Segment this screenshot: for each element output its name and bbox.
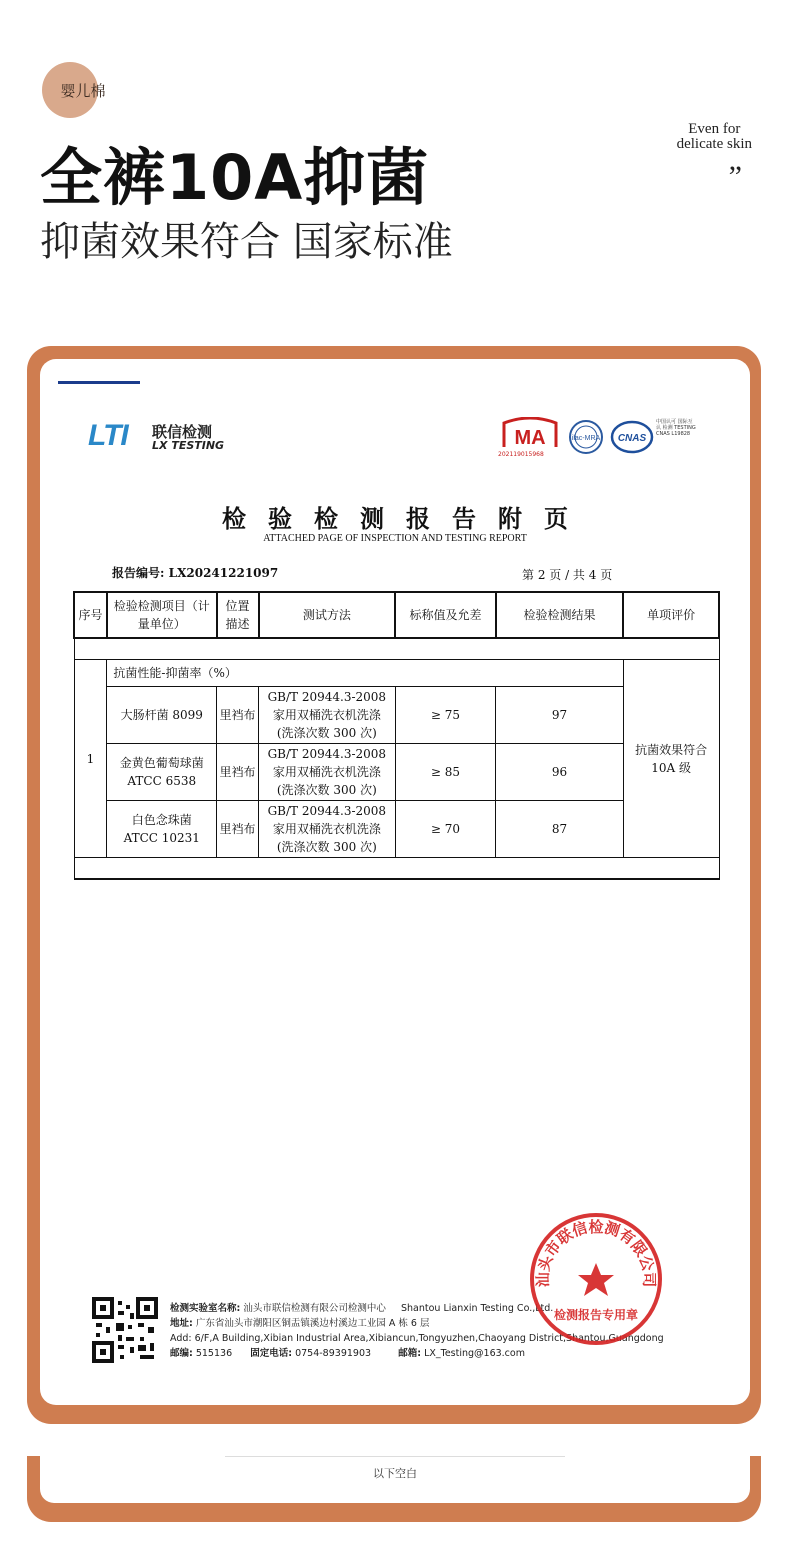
tail-divider: [225, 1456, 565, 1457]
red-seal-icon: [528, 1211, 664, 1347]
footer-text: 以下空白: [373, 1467, 417, 1480]
col-header-spec: 标称值及允差: [395, 592, 496, 638]
lab-contact-line: [170, 1346, 664, 1361]
lab-addr-en-label: Add:: [170, 1333, 192, 1344]
col-header-result: 检验检测结果: [496, 592, 624, 638]
cnas-label: CNAS: [617, 433, 647, 444]
col-header-method: 测试方法: [259, 592, 396, 638]
report-title: 检验检测报告附页: [222, 504, 590, 533]
report-paper: [40, 359, 750, 1405]
method-line-3: (洗涤次数 300 次): [276, 726, 377, 740]
report-number-label: 报告编号:: [112, 566, 165, 580]
col-header-position: 位置描述: [217, 592, 259, 638]
category-row: [74, 660, 719, 687]
item-line-1: 大肠杆菌 8099: [120, 708, 203, 722]
row-seq: 1: [74, 660, 107, 858]
page-title: 全裤10A抑菌: [40, 141, 430, 214]
quote-mark: ”: [728, 160, 742, 193]
lab-zip-label: 邮编:: [170, 1348, 193, 1359]
lab-logo-name-cn: 联信检测: [152, 423, 213, 441]
page-info: 第 2 页 / 共 4 页: [522, 568, 613, 582]
table-header-row: [74, 592, 719, 638]
ma-number: 202119015968: [498, 451, 544, 458]
col-header-item: 检验检测项目（计量单位）: [107, 592, 217, 638]
ma-cert-icon: [500, 417, 560, 451]
method-cell: [259, 801, 396, 858]
lab-addr-en-value: 6/F,A Building,Xibian Industrial Area,Xibiancun,Tongyuzhen,Chaoyang District,Shantou,Guangdong: [194, 1333, 664, 1344]
col-header-seq: 序号: [74, 592, 107, 638]
spec-cell: ≥ 85: [395, 744, 496, 801]
report-number: [112, 564, 278, 581]
report-number-value: LX20241221097: [168, 566, 279, 580]
method-line-1: GB/T 20944.3-2008: [267, 804, 387, 818]
qr-code-icon: [92, 1297, 158, 1363]
item-cell: [107, 744, 217, 801]
lab-room-label: 检测实验室名称:: [170, 1303, 241, 1314]
method-cell: [259, 687, 396, 744]
cnas-cert-icon: [610, 419, 654, 455]
spec-cell: ≥ 75: [395, 687, 496, 744]
col-header-evaluation: 单项评价: [623, 592, 719, 638]
lab-email-value: LX_Testing@163.com: [424, 1348, 525, 1359]
ma-label: MA: [514, 427, 546, 449]
tagline-line-2: delicate skin: [676, 136, 752, 152]
method-cell: [259, 744, 396, 801]
brand-logo: [42, 62, 106, 118]
ilac-label: ilac-MRA: [571, 435, 601, 442]
position-cell: 里裆布: [217, 801, 259, 858]
ilac-cert-icon: [568, 419, 604, 455]
item-line-2: ATCC 6538: [127, 774, 197, 788]
position-cell: 里裆布: [217, 687, 259, 744]
method-line-3: (洗涤次数 300 次): [276, 840, 377, 854]
table-row: [74, 744, 719, 801]
lab-phone-value: 0754-89391903: [295, 1348, 372, 1359]
lab-room-en: Shantou Lianxin Testing Co.,Ltd.: [400, 1303, 554, 1314]
seal-text: 汕头市联信检测有限公司: [533, 1217, 659, 1288]
item-cell: [107, 801, 217, 858]
category-label: 抗菌性能-抑菌率（%）: [107, 660, 623, 687]
cnas-text: 中国认可 国际互认 检测 TESTING CNAS L19828: [656, 419, 696, 437]
item-line-2: ATCC 10231: [123, 831, 200, 845]
lab-zip-value: 515136: [195, 1348, 233, 1359]
method-line-1: GB/T 20944.3-2008: [267, 747, 387, 761]
lab-room-value: 汕头市联信检测有限公司检测中心: [243, 1303, 386, 1314]
spec-cell: ≥ 70: [395, 801, 496, 858]
seal-bottom-text: 检测报告专用章: [553, 1308, 639, 1322]
item-line-1: 白色念珠菌: [131, 813, 192, 827]
method-line-2: 家用双桶洗衣机洗涤: [272, 822, 381, 836]
result-cell: 96: [496, 744, 624, 801]
evaluation-cell: 抗菌效果符合10A 级: [623, 660, 719, 858]
method-line-2: 家用双桶洗衣机洗涤: [272, 765, 381, 779]
lab-logo-mark: LTI: [88, 419, 128, 452]
item-line-1: 金黄色葡萄球菌: [119, 756, 204, 770]
lab-phone-label: 固定电话:: [250, 1348, 293, 1359]
method-line-2: 家用双桶洗衣机洗涤: [272, 708, 381, 722]
page-subtitle: 抑菌效果符合 国家标准: [40, 219, 453, 265]
tagline-line-1: Even for: [688, 121, 741, 137]
table-row: [74, 687, 719, 744]
item-cell: [107, 687, 217, 744]
brand-logo-text: 婴儿棉: [60, 81, 106, 100]
result-cell: 87: [496, 801, 624, 858]
tagline: [677, 122, 752, 152]
report-table: [73, 591, 720, 880]
spacer-row: [74, 858, 719, 880]
lab-logo-name-en: LX TESTING: [152, 439, 225, 452]
position-cell: 里裆布: [217, 744, 259, 801]
table-row: [74, 801, 719, 858]
lab-email-label: 邮箱:: [398, 1348, 422, 1359]
lab-addr-label: 地址:: [170, 1318, 193, 1329]
report-tail-paper: [40, 1456, 750, 1503]
decorative-bar: [58, 381, 140, 384]
spacer-row: [74, 638, 719, 660]
method-line-3: (洗涤次数 300 次): [276, 783, 377, 797]
method-line-1: GB/T 20944.3-2008: [267, 690, 387, 704]
result-cell: 97: [496, 687, 624, 744]
lab-addr-value: 广东省汕头市潮阳区铜盂镇溪边村溪边工业园 A 栋 6 层: [195, 1318, 430, 1329]
report-subtitle: ATTACHED PAGE OF INSPECTION AND TESTING REPORT: [263, 533, 527, 544]
